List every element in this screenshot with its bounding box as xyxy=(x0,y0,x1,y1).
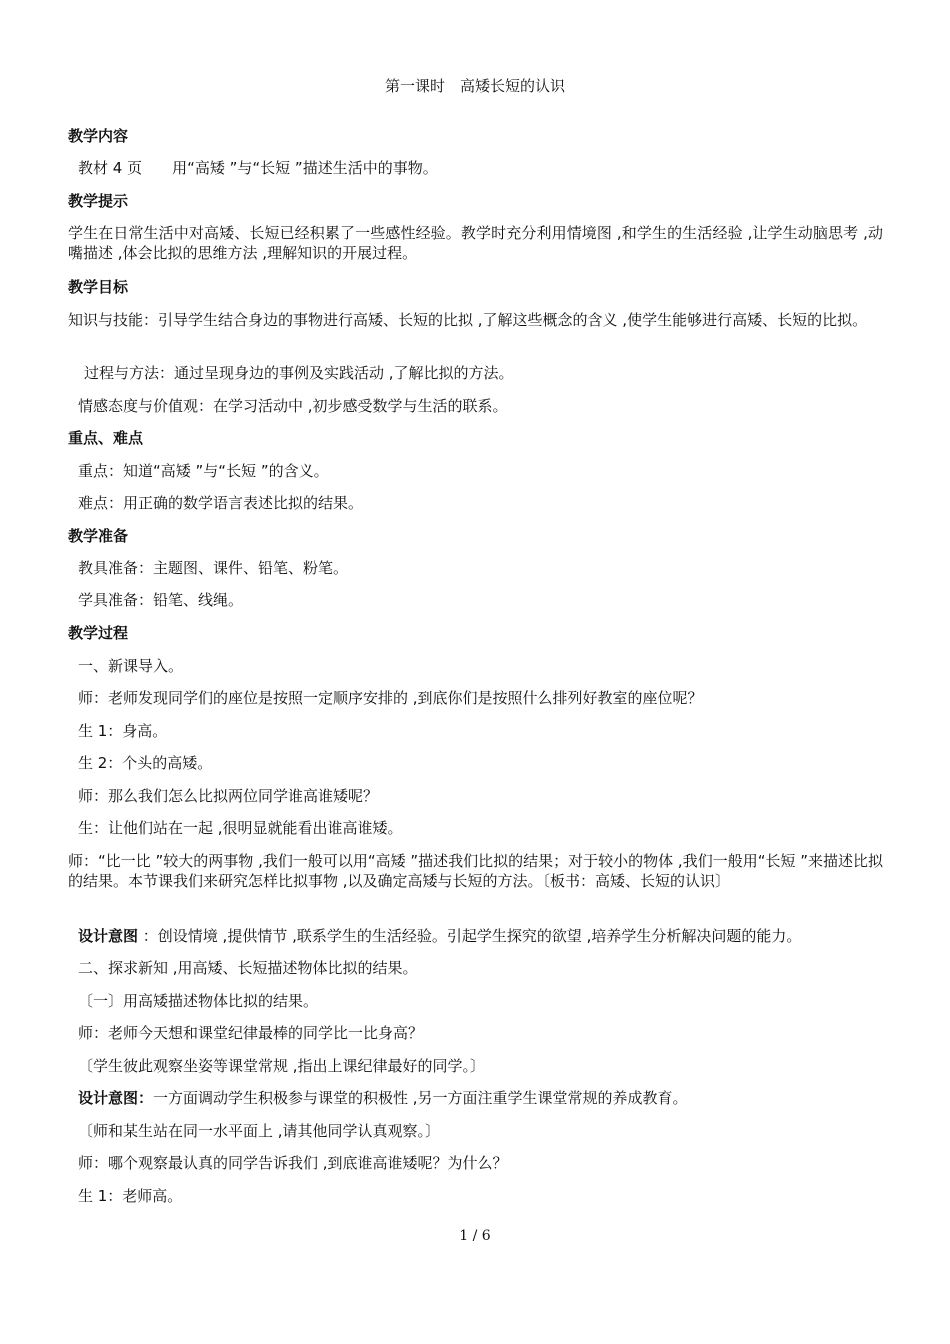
design-intent-label: 设计意图： xyxy=(78,1089,154,1107)
heading-key-points: 重点、难点 xyxy=(68,429,144,447)
paragraph: 学具准备：铅笔、线绳。 xyxy=(78,591,244,609)
paragraph: 一、新课导入。 xyxy=(78,657,184,675)
paragraph: 教具准备：主题图、课件、铅笔、粉笔。 xyxy=(78,559,349,577)
heading-tips: 教学提示 xyxy=(68,192,129,210)
heading-process: 教学过程 xyxy=(68,624,129,642)
heading-goals: 教学目标 xyxy=(68,278,129,296)
paragraph: 〔师和某生站在同一水平面上 ,请其他同学认真观察。〕 xyxy=(78,1122,441,1140)
paragraph: 师：那么我们怎么比拟两位同学谁高谁矮呢？ xyxy=(78,787,379,805)
heading-content: 教学内容 xyxy=(68,127,129,145)
paragraph: 师：“比一比 ”较大的两事物 ,我们一般可以用“高矮 ”描述我们比拟的结果；对于较小的物体 ,我们一般用“长短 ”来描述比拟的结果。本节课我们来研究怎样比拟事物 ,以及确定高矮与长短的方法。〔板书：高矮、长短的认识〕 xyxy=(68,852,884,890)
paragraph: 二、探求新知 ,用高矮、长短描述物体比拟的结果。 xyxy=(78,959,418,977)
paragraph: 师：哪个观察最认真的同学告诉我们 ,到底谁高谁矮呢？为什么？ xyxy=(78,1154,508,1172)
paragraph: 情感态度与价值观：在学习活动中 ,初步感受数学与生活的联系。 xyxy=(78,397,508,415)
design-intent-paragraph xyxy=(78,1088,893,1108)
page-title: 第一课时 高矮长短的认识 xyxy=(384,77,565,95)
design-intent-label: 设计意图 xyxy=(78,927,139,945)
paragraph: 过程与方法：通过呈现身边的事例及实践活动 ,了解比拟的方法。 xyxy=(84,364,514,382)
page-number: 1 / 6 xyxy=(459,1228,491,1244)
paragraph: 难点：用正确的数学语言表述比拟的结果。 xyxy=(78,494,364,512)
paragraph: 学生在日常生活中对高矮、长短已经积累了一些感性经验。教学时充分利用情境图 ,和学生的生活经验 ,让学生动脑思考 ,动嘴描述 ,体会比拟的思维方法 ,理解知识的开展过程。 xyxy=(68,224,883,262)
heading-preparation: 教学准备 xyxy=(68,527,129,545)
paragraph: 生 1：身高。 xyxy=(78,722,168,740)
paragraph: 〔学生彼此观察坐姿等课堂常规 ,指出上课纪律最好的同学。〕 xyxy=(78,1057,486,1075)
paragraph: 知识与技能：引导学生结合身边的事物进行高矮、长短的比拟 ,了解这些概念的含义 ,使学生能够进行高矮、长短的比拟。 xyxy=(68,311,868,329)
design-intent-text: 一方面调动学生积极参与课堂的积极性 ,另一方面注重学生课堂常规的养成教育。 xyxy=(153,1089,688,1107)
paragraph: 〔一〕用高矮描述物体比拟的结果。 xyxy=(78,992,319,1010)
paragraph: 生 2：个头的高矮。 xyxy=(78,754,213,772)
paragraph: 生：让他们站在一起 ,很明显就能看出谁高谁矮。 xyxy=(78,819,403,837)
paragraph: 师：老师发现同学们的座位是按照一定顺序安排的 ,到底你们是按照什么排列好教室的座位呢？ xyxy=(78,689,703,707)
paragraph: 重点：知道“高矮 ”与“长短 ”的含义。 xyxy=(78,462,329,480)
paragraph: 生 1：老师高。 xyxy=(78,1187,183,1205)
design-intent-text: ：创设情境 ,提供情节 ,联系学生的生活经验。引起学生探究的欲望 ,培养学生分析解决问题的能力。 xyxy=(138,927,802,945)
paragraph: 师：老师今天想和课堂纪律最棒的同学比一比身高？ xyxy=(78,1024,424,1042)
paragraph: 教材 4 页 用“高矮 ”与“长短 ”描述生活中的事物。 xyxy=(78,159,438,177)
design-intent-paragraph xyxy=(78,926,893,946)
